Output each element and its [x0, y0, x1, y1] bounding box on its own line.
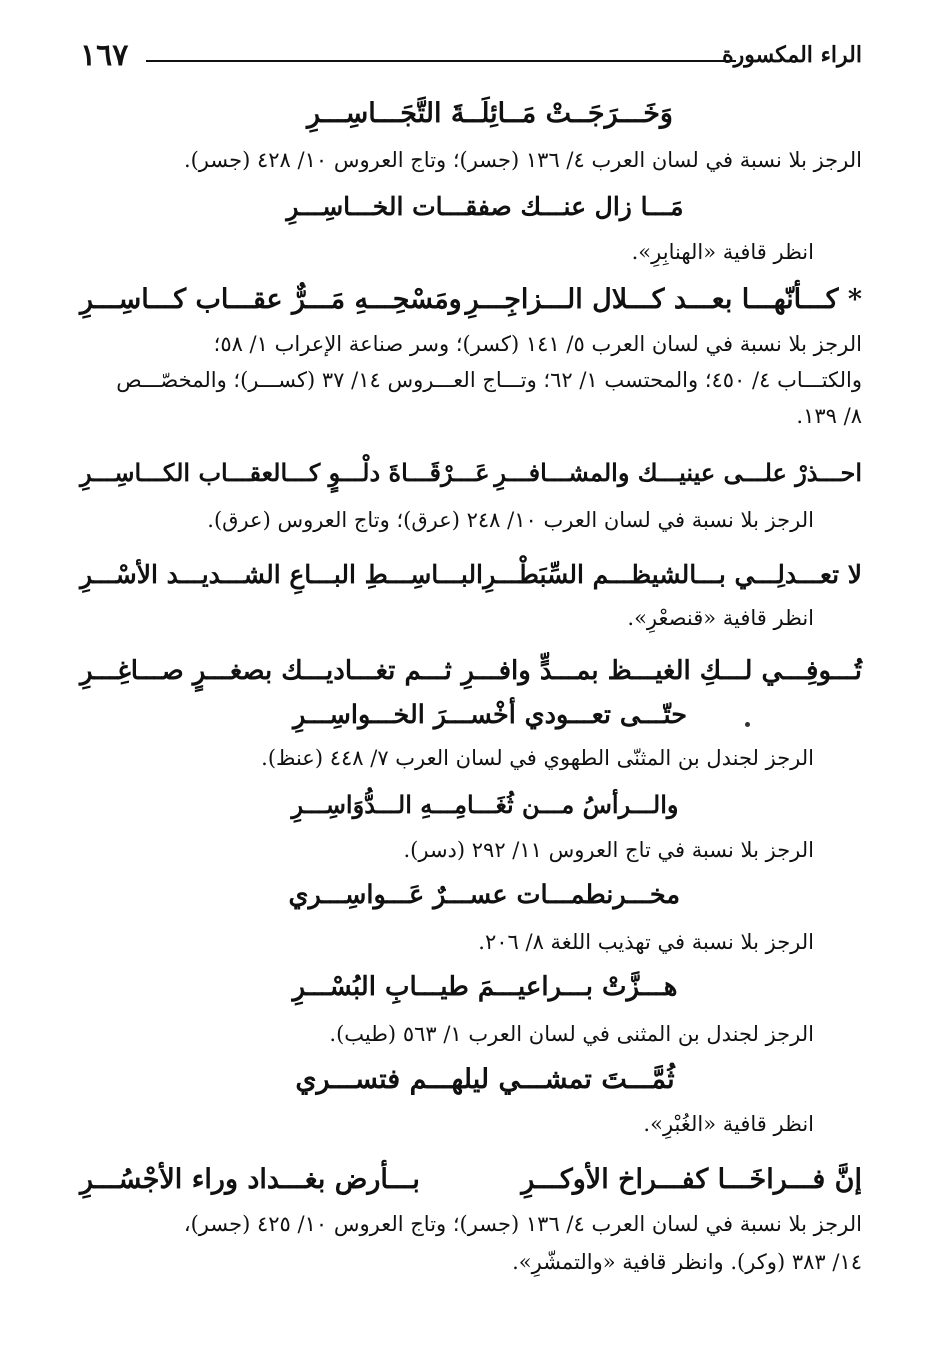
- citation-line: الرجز لجندل بن المثنّى الطهوي في لسان العرب ٧/ ٤٤٨ (عنظ).: [261, 746, 814, 770]
- citation-line: الرجز بلا نسبة في تاج العروس ١١/ ٢٩٢ (دسر).: [403, 838, 814, 862]
- first-hemistich: * كـــأنّهـــا بعـــد كـــلال الـــزاجِـــرِ: [465, 284, 862, 315]
- page-header: [80, 38, 862, 78]
- second-hemistich: عَـــرْقَـــاةَ دلْـــوٍ كـــالعقـــاب الكـــاسِـــرِ: [80, 458, 490, 487]
- verse-line: مخـــرنطمـــات عســـرٌ عَـــواسِـــري: [288, 880, 680, 910]
- citation-line: الرجز بلا نسبة في لسان العرب ٤/ ١٣٦ (جسر)؛ وتاج العروس ١٠/ ٤٢٨ (جسر).: [183, 148, 862, 172]
- cross-reference-line: انظر قافية «الهنابِرِ».: [631, 240, 814, 264]
- citation-line: الرجز بلا نسبة في لسان العرب ١٠/ ٢٤٨ (عرق)؛ وتاج العروس (عرق).: [207, 508, 814, 532]
- second-hemistich: بـــأرض بغـــداد وراء الأجْسُـــرِ: [80, 1164, 420, 1195]
- cross-reference-line: انظر قافية «الغُبْرِ».: [643, 1112, 814, 1136]
- citation-line: الرجز بلا نسبة في لسان العرب ٥/ ١٤١ (كسر)؛ وسر صناعة الإعراب ١/ ٥٨؛: [213, 332, 862, 356]
- verse-line: ثُمَّـــتَ تمشـــي ليلهـــم فتســـري: [295, 1064, 675, 1095]
- verse-line: حتّـــى تعـــودي أخْســـرَ الخـــواسِـــرِ: [293, 700, 687, 730]
- cross-reference-line: انظر قافية «قنصعْرِ».: [627, 606, 814, 630]
- citation-line: الرجز لجندل بن المثنى في لسان العرب ١/ ٥٦٣ (طيب).: [329, 1022, 814, 1046]
- second-hemistich: البـــاسِـــطِ البـــاعِ الشـــديـــد الأسْـــرِ: [80, 560, 484, 589]
- verse-couplet: [80, 560, 862, 589]
- citation-line: والكتـــاب ٤/ ٤٥٠؛ والمحتسب ١/ ٦٢؛ وتـــاج العـــروس ١٤/ ٣٧ (كســـر)؛ والمخصّـــص: [116, 368, 862, 392]
- verse-line: والـــرأسُ مـــن ثُغَـــامِـــهِ الـــدُّوَاسِـــرِ: [291, 790, 679, 819]
- chapter-title: الراء المكسورة: [722, 42, 862, 68]
- verse-couplet: [80, 1164, 862, 1195]
- citation-line: ٨/ ١٣٩.: [796, 404, 862, 428]
- first-hemistich: لا تعـــدلِـــي بـــالشيظـــم السِّبَطْـــرِ: [483, 560, 862, 589]
- verse-line: هـــزَّتْ بـــراعيـــمَ طيـــابِ البُسْـــرِ: [292, 972, 678, 1002]
- verse-line: مَـــا زال عنـــك صفقـــات الخـــاسِـــرِ: [286, 192, 684, 221]
- verse-couplet: [80, 284, 862, 315]
- citation-line: الرجز بلا نسبة في تهذيب اللغة ٨/ ٢٠٦.: [478, 930, 814, 954]
- page-number: ١٦٧: [80, 38, 129, 73]
- verse-couplet: [80, 656, 862, 686]
- first-hemistich: تُـــوفِـــي لـــكِ الغيـــظ بمـــدٍّ وافـــرِ: [461, 656, 862, 686]
- first-hemistich: إنَّ فـــراخَـــا كفـــراخ الأوكـــرِ: [521, 1164, 862, 1195]
- citation-line: ١٤/ ٣٨٣ (وكر). وانظر قافية «والتمشّرِ».: [512, 1250, 862, 1274]
- second-hemistich: ثـــم تغـــاديـــك بصغـــرٍ صـــاغِـــرِ: [80, 656, 452, 686]
- citation-line: الرجز بلا نسبة في لسان العرب ٤/ ١٣٦ (جسر)؛ وتاج العروس ١٠/ ٤٢٥ (جسر)،: [183, 1212, 862, 1236]
- header-rule: [146, 60, 736, 62]
- ink-speck: [745, 722, 750, 727]
- first-hemistich: احـــذرْ علـــى عينيـــك والمشـــافـــرِ: [494, 458, 862, 487]
- verse-line: وَخَـــرَجَــتْ مَــائِلَــةَ التَّجَـــاسِـــرِ: [307, 98, 673, 129]
- second-hemistich: ومَسْحِـــهِ مَـــرٌّ عقـــاب كـــاسِـــرِ: [80, 284, 462, 315]
- verse-couplet: [80, 458, 862, 487]
